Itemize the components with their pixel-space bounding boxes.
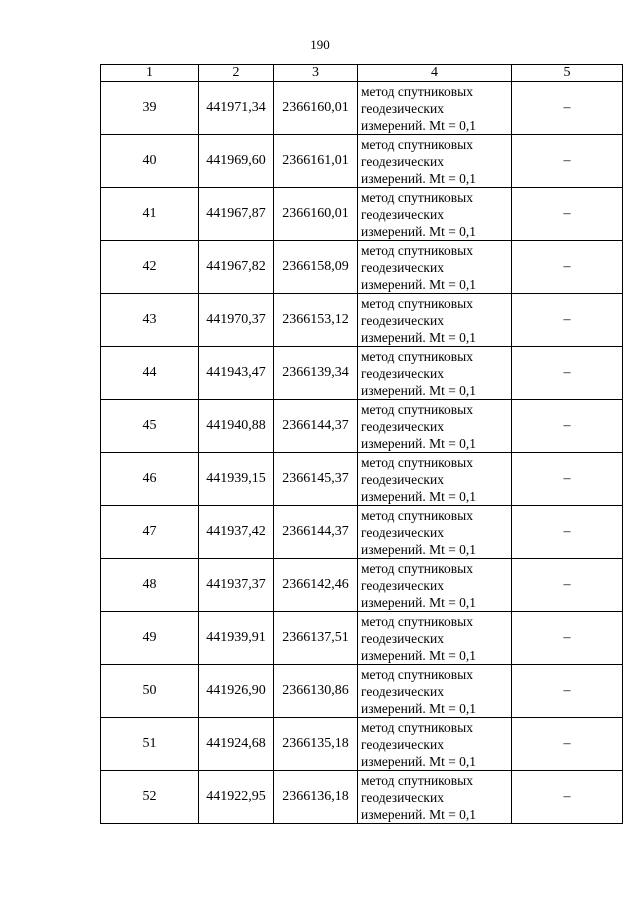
y-coordinate-cell: 2366137,51 (274, 612, 358, 665)
method-cell (358, 400, 512, 453)
header-col-4: 4 (358, 65, 512, 82)
y-coordinate-cell: 2366130,86 (274, 665, 358, 718)
table-row (101, 135, 623, 188)
method-cell (358, 718, 512, 771)
method-text-line: измерений. Mt = 0,1 (361, 647, 477, 663)
point-number-cell: 43 (101, 294, 199, 347)
point-number-cell: 39 (101, 82, 199, 135)
point-number-cell: 45 (101, 400, 199, 453)
y-coordinate-cell: 2366161,01 (274, 135, 358, 188)
method-cell (358, 241, 512, 294)
method-text-line: метод спутниковых (361, 772, 473, 788)
method-text-line: метод спутниковых (361, 454, 473, 470)
point-number-cell: 46 (101, 453, 199, 506)
method-text-line: измерений. Mt = 0,1 (361, 541, 477, 557)
note-cell: – (512, 771, 623, 824)
x-coordinate-cell: 441967,82 (199, 241, 274, 294)
table-row (101, 188, 623, 241)
table-row (101, 241, 623, 294)
table-row (101, 453, 623, 506)
x-coordinate-cell: 441940,88 (199, 400, 274, 453)
method-text-line: измерений. Mt = 0,1 (361, 753, 477, 769)
header-row (101, 65, 623, 82)
point-number-cell: 52 (101, 771, 199, 824)
method-text-line: геодезических (361, 418, 444, 434)
method-text-line: геодезических (361, 789, 444, 805)
x-coordinate-cell: 441969,60 (199, 135, 274, 188)
table-row (101, 771, 623, 824)
x-coordinate-cell: 441939,91 (199, 612, 274, 665)
method-text-line: метод спутниковых (361, 242, 473, 258)
y-coordinate-cell: 2366158,09 (274, 241, 358, 294)
y-coordinate-cell: 2366153,12 (274, 294, 358, 347)
point-number-cell: 48 (101, 559, 199, 612)
header-col-3: 3 (274, 65, 358, 82)
y-coordinate-cell: 2366144,37 (274, 506, 358, 559)
y-coordinate-cell: 2366135,18 (274, 718, 358, 771)
method-text-line: геодезических (361, 365, 444, 381)
method-text-line: измерений. Mt = 0,1 (361, 435, 477, 451)
note-cell: – (512, 400, 623, 453)
point-number-cell: 41 (101, 188, 199, 241)
header-col-5: 5 (512, 65, 623, 82)
note-cell: – (512, 294, 623, 347)
y-coordinate-cell: 2366139,34 (274, 347, 358, 400)
x-coordinate-cell: 441926,90 (199, 665, 274, 718)
method-cell (358, 506, 512, 559)
x-coordinate-cell: 441937,42 (199, 506, 274, 559)
point-number-cell: 42 (101, 241, 199, 294)
method-cell (358, 453, 512, 506)
note-cell: – (512, 82, 623, 135)
method-text-line: геодезических (361, 683, 444, 699)
method-cell (358, 559, 512, 612)
method-text-line: измерений. Mt = 0,1 (361, 806, 477, 822)
method-text-line: геодезических (361, 577, 444, 593)
method-cell (358, 612, 512, 665)
x-coordinate-cell: 441939,15 (199, 453, 274, 506)
point-number-cell: 49 (101, 612, 199, 665)
table-row (101, 82, 623, 135)
table-row (101, 347, 623, 400)
method-cell (358, 665, 512, 718)
y-coordinate-cell: 2366160,01 (274, 188, 358, 241)
method-text-line: геодезических (361, 524, 444, 540)
y-coordinate-cell: 2366145,37 (274, 453, 358, 506)
method-cell (358, 135, 512, 188)
note-cell: – (512, 135, 623, 188)
table-header (101, 65, 623, 82)
point-number-cell: 44 (101, 347, 199, 400)
x-coordinate-cell: 441924,68 (199, 718, 274, 771)
point-number-cell: 50 (101, 665, 199, 718)
table-row (101, 400, 623, 453)
page-number: 190 (310, 37, 330, 52)
method-text-line: геодезических (361, 206, 444, 222)
method-text-line: измерений. Mt = 0,1 (361, 488, 477, 504)
table-row (101, 665, 623, 718)
note-cell: – (512, 665, 623, 718)
point-number-cell: 40 (101, 135, 199, 188)
x-coordinate-cell: 441971,34 (199, 82, 274, 135)
method-text-line: измерений. Mt = 0,1 (361, 594, 477, 610)
method-text-line: метод спутниковых (361, 560, 473, 576)
method-text-line: измерений. Mt = 0,1 (361, 223, 477, 239)
note-cell: – (512, 559, 623, 612)
method-text-line: измерений. Mt = 0,1 (361, 700, 477, 716)
note-cell: – (512, 453, 623, 506)
table-row (101, 506, 623, 559)
x-coordinate-cell: 441937,37 (199, 559, 274, 612)
coordinates-table (100, 64, 623, 824)
method-text-line: измерений. Mt = 0,1 (361, 382, 477, 398)
y-coordinate-cell: 2366144,37 (274, 400, 358, 453)
method-cell (358, 347, 512, 400)
x-coordinate-cell: 441967,87 (199, 188, 274, 241)
table-row (101, 718, 623, 771)
method-text-line: метод спутниковых (361, 719, 473, 735)
method-text-line: измерений. Mt = 0,1 (361, 276, 477, 292)
table-row (101, 559, 623, 612)
header-col-1: 1 (101, 65, 199, 82)
method-cell (358, 82, 512, 135)
note-cell: – (512, 241, 623, 294)
method-text-line: геодезических (361, 259, 444, 275)
point-number-cell: 47 (101, 506, 199, 559)
note-cell: – (512, 188, 623, 241)
y-coordinate-cell: 2366136,18 (274, 771, 358, 824)
method-text-line: геодезических (361, 153, 444, 169)
method-text-line: метод спутниковых (361, 666, 473, 682)
method-text-line: метод спутниковых (361, 295, 473, 311)
method-text-line: метод спутниковых (361, 507, 473, 523)
header-col-2: 2 (199, 65, 274, 82)
method-text-line: геодезических (361, 736, 444, 752)
x-coordinate-cell: 441922,95 (199, 771, 274, 824)
method-cell (358, 188, 512, 241)
method-text-line: метод спутниковых (361, 348, 473, 364)
point-number-cell: 51 (101, 718, 199, 771)
table-row (101, 612, 623, 665)
method-text-line: измерений. Mt = 0,1 (361, 170, 477, 186)
note-cell: – (512, 506, 623, 559)
note-cell: – (512, 612, 623, 665)
method-text-line: метод спутниковых (361, 613, 473, 629)
method-text-line: измерений. Mt = 0,1 (361, 329, 477, 345)
method-cell (358, 294, 512, 347)
method-cell (358, 771, 512, 824)
x-coordinate-cell: 441970,37 (199, 294, 274, 347)
y-coordinate-cell: 2366160,01 (274, 82, 358, 135)
note-cell: – (512, 347, 623, 400)
method-text-line: метод спутниковых (361, 83, 473, 99)
method-text-line: геодезических (361, 471, 444, 487)
x-coordinate-cell: 441943,47 (199, 347, 274, 400)
method-text-line: измерений. Mt = 0,1 (361, 117, 477, 133)
method-text-line: метод спутниковых (361, 136, 473, 152)
method-text-line: геодезических (361, 100, 444, 116)
table-row (101, 294, 623, 347)
method-text-line: метод спутниковых (361, 189, 473, 205)
table-body (101, 82, 623, 824)
method-text-line: геодезических (361, 630, 444, 646)
method-text-line: метод спутниковых (361, 401, 473, 417)
y-coordinate-cell: 2366142,46 (274, 559, 358, 612)
method-text-line: геодезических (361, 312, 444, 328)
note-cell: – (512, 718, 623, 771)
